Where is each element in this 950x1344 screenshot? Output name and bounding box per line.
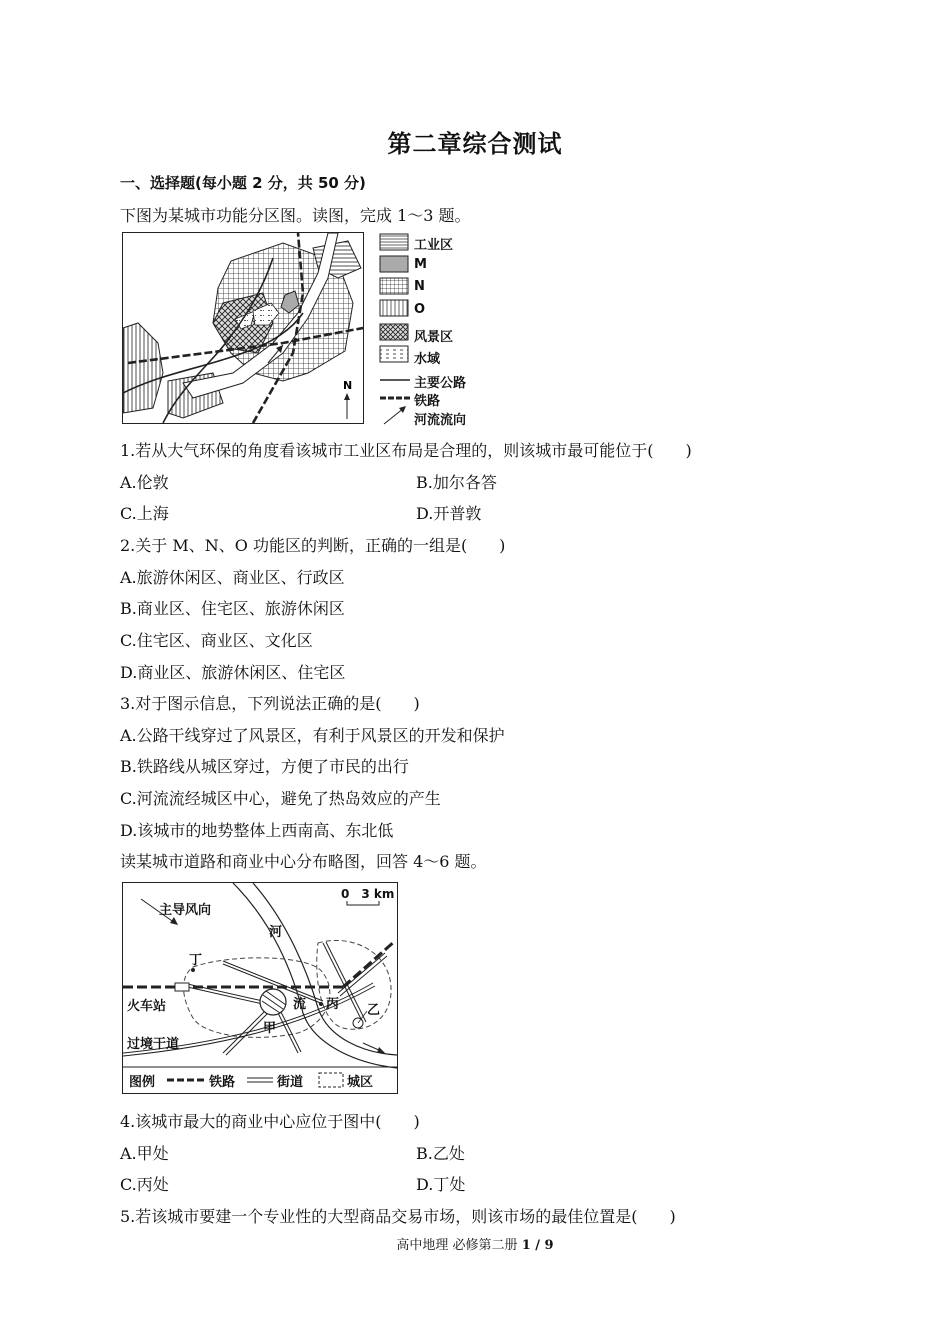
place-bing: 丙: [326, 997, 340, 1012]
legend-highway: 主要公路: [414, 376, 467, 391]
river-label-1: 河: [269, 925, 283, 940]
q1-option-b[interactable]: B.加尔各答: [416, 473, 497, 492]
page-number: 1 / 9: [521, 1238, 554, 1253]
legend-water: 水域: [414, 352, 441, 367]
legend-industrial: 工业区: [414, 238, 454, 253]
legend-o: O: [414, 302, 426, 317]
map2-legend-urban: 城区: [347, 1075, 374, 1090]
q4-option-a[interactable]: A.甲处: [120, 1144, 169, 1163]
q1-option-d[interactable]: D.开普敦: [416, 504, 482, 523]
legend-scenic: 风景区: [414, 330, 454, 345]
map1-legend: [378, 232, 488, 428]
section-heading: 一、选择题(每小题 2 分，共 50 分): [120, 174, 366, 192]
footer-text: 高中地理 必修第二册: [396, 1238, 522, 1253]
question-3: 3.对于图示信息，下列说法正确的是( ): [120, 694, 420, 713]
intro-text-2: 读某城市道路和商业中心分布略图，回答 4～6 题。: [120, 852, 487, 871]
city-function-map: [122, 232, 364, 424]
q3-option-d[interactable]: D.该城市的地势整体上西南高、东北低: [120, 821, 394, 840]
place-ding: 丁: [189, 953, 203, 968]
river-label-2: 流: [293, 997, 307, 1012]
q3-option-b[interactable]: B.铁路线从城区穿过，方便了市民的出行: [120, 757, 409, 776]
q3-option-c[interactable]: C.河流流经城区中心，避免了热岛效应的产生: [120, 789, 441, 808]
q4-option-d[interactable]: D.丁处: [416, 1175, 466, 1194]
page-title: 第二章综合测试: [387, 130, 563, 158]
map2-legend-title: 图例: [129, 1075, 156, 1090]
legend-m: M: [414, 257, 427, 272]
question-2: 2.关于 M、N、O 功能区的判断，正确的一组是( ): [120, 536, 506, 555]
page-footer: [0, 1234, 950, 1253]
q2-option-c[interactable]: C.住宅区、商业区、文化区: [120, 631, 313, 650]
question-4: 4.该城市最大的商业中心应位于图中( ): [120, 1112, 420, 1131]
q2-option-a[interactable]: A.旅游休闲区、商业区、行政区: [120, 568, 345, 587]
q4-option-b[interactable]: B.乙处: [416, 1144, 465, 1163]
question-5: 5.若该城市要建一个专业性的大型商品交易市场，则该市场的最佳位置是( ): [120, 1207, 676, 1226]
q1-option-c[interactable]: C.上海: [120, 504, 169, 523]
highway-label: 过境干道: [127, 1037, 180, 1052]
legend-railway: 铁路: [414, 394, 441, 409]
road-commerce-map: [122, 882, 398, 1094]
q2-option-b[interactable]: B.商业区、住宅区、旅游休闲区: [120, 599, 345, 618]
legend-n: N: [414, 279, 425, 294]
q2-option-d[interactable]: D.商业区、旅游休闲区、住宅区: [120, 663, 346, 682]
q3-option-a[interactable]: A.公路干线穿过了风景区，有利于风景区的开发和保护: [120, 726, 505, 745]
q1-option-a[interactable]: A.伦敦: [120, 473, 169, 492]
place-yi: 乙: [367, 1003, 381, 1018]
intro-text-1: 下图为某城市功能分区图。读图，完成 1～3 题。: [120, 206, 471, 225]
station-label: 火车站: [127, 999, 167, 1014]
map2-legend-street: 街道: [277, 1075, 304, 1090]
wind-direction-label: 主导风向: [159, 903, 212, 918]
place-jia: 甲: [263, 1021, 277, 1036]
map2-legend-railway: 铁路: [209, 1075, 236, 1090]
north-label: N: [343, 379, 353, 392]
q4-option-c[interactable]: C.丙处: [120, 1175, 169, 1194]
scale-label: 0 3 km: [341, 887, 395, 901]
legend-river-flow: 河流流向: [414, 413, 467, 428]
question-1: 1.若从大气环保的角度看该城市工业区布局是合理的，则该城市最可能位于( ): [120, 441, 692, 460]
